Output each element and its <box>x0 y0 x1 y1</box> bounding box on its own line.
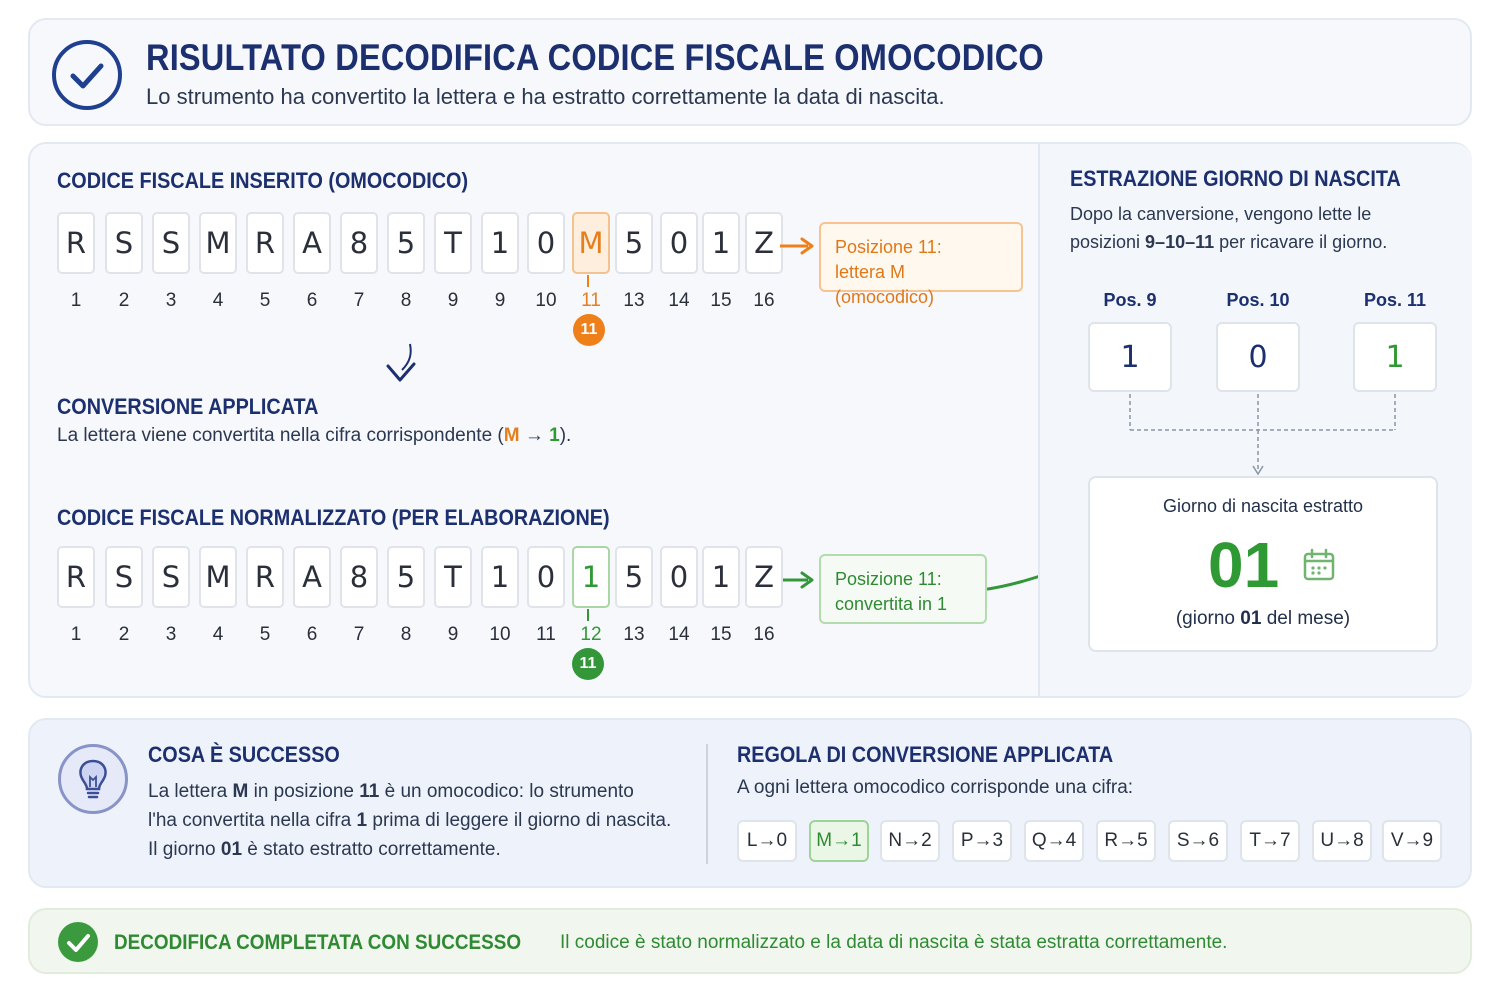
input-char-cell: 8 <box>340 212 378 274</box>
normalized-position-number: 16 <box>753 624 775 645</box>
input-position-number: 5 <box>259 290 271 311</box>
check-circle-icon <box>52 40 122 110</box>
normalized-code-title: CODICE FISCALE NORMALIZZATO (PER ELABORAZIONE) <box>57 505 610 530</box>
result-note-after: del mese) <box>1261 608 1351 629</box>
info-line1 <box>148 777 671 806</box>
result-label: Giorno di nascita estratto <box>1162 496 1364 516</box>
input-callout-line1: Posizione 11: <box>835 237 942 257</box>
input-char-cell: M <box>572 212 610 274</box>
normalized-char-cell: 1 <box>702 546 740 608</box>
input-position-number: 14 <box>668 290 690 311</box>
input-char-cell: M <box>199 212 237 274</box>
normalized-char-cell: 1 <box>572 546 610 608</box>
extraction-desc-after: per ricavare il giorno. <box>1214 232 1388 252</box>
rule-chip: Q→4 <box>1024 820 1084 862</box>
rule-chip: L→0 <box>737 820 797 862</box>
input-position-number: 8 <box>400 290 412 311</box>
info-line1-b: M <box>232 781 249 802</box>
input-position-number: 11 <box>581 290 601 311</box>
normalized-callout-line1: Posizione 11: <box>835 569 942 589</box>
rule-chip: V→9 <box>1382 820 1442 862</box>
normalized-position-number: 15 <box>710 624 732 645</box>
normalized-char-cell: 0 <box>527 546 565 608</box>
result-note <box>1090 608 1436 630</box>
normalized-callout <box>819 554 987 624</box>
normalized-position-number: 6 <box>306 624 318 645</box>
normalized-callout-line2: convertita in 1 <box>835 594 948 614</box>
normalized-position-number: 1 <box>70 624 82 645</box>
check-icon <box>58 922 98 962</box>
input-position-number: 15 <box>710 290 732 311</box>
normalized-char-cell: Z <box>745 546 783 608</box>
page-title: RISULTATO DECODIFICA CODICE FISCALE OMOCODICO <box>146 37 1044 78</box>
conversion-from: M <box>503 425 520 446</box>
input-char-cell: 1 <box>481 212 519 274</box>
normalized-position-number: 14 <box>668 624 690 645</box>
rule-chip: T→7 <box>1240 820 1300 862</box>
input-position-number: 2 <box>118 290 130 311</box>
lightbulb-icon <box>58 744 128 814</box>
pos10-label: Pos. 10 <box>1226 290 1290 310</box>
input-char-cell: 0 <box>527 212 565 274</box>
normalized-char-cell: 5 <box>387 546 425 608</box>
success-footer <box>28 908 1472 974</box>
conversion-text-before: La lettera viene convertita nella cifra corrispondente ( <box>57 425 504 446</box>
conversion-text <box>57 425 571 447</box>
main-panel <box>28 142 1472 698</box>
info-line1-a: La lettera <box>148 781 233 802</box>
result-value: 01 <box>1208 529 1280 601</box>
input-position-number: 13 <box>623 290 645 311</box>
input-code-title: CODICE FISCALE INSERITO (OMOCODICO) <box>57 168 469 193</box>
calendar-icon <box>1302 548 1336 582</box>
info-line2-b: 1 <box>356 810 368 831</box>
input-position-number: 16 <box>753 290 775 311</box>
input-char-cell: S <box>105 212 143 274</box>
position-badge-input: 11 <box>573 314 605 346</box>
rule-chip: U→8 <box>1312 820 1372 862</box>
conversion-to: 1 <box>549 425 560 446</box>
page-subtitle: Lo strumento ha convertito la lettera e ha estratto correttamente la data di nascita. <box>146 84 945 109</box>
normalized-char-cell: S <box>152 546 190 608</box>
normalized-char-cell: M <box>199 546 237 608</box>
rules-title: REGOLA DI CONVERSIONE APPLICATA <box>737 742 1114 767</box>
info-line3-c: è stato estratto correttamente. <box>242 839 501 860</box>
conversion-arrow: → <box>524 425 544 446</box>
normalized-position-number: 13 <box>623 624 645 645</box>
input-position-number: 3 <box>165 290 177 311</box>
info-line1-e: è un omocodico: lo strumento <box>379 781 634 802</box>
normalized-char-cell: 5 <box>615 546 653 608</box>
input-char-cell: 1 <box>702 212 740 274</box>
info-panel <box>28 718 1472 888</box>
normalized-position-number: 5 <box>259 624 271 645</box>
normalized-position-number: 2 <box>118 624 130 645</box>
info-line3-a: Il giorno <box>148 839 221 860</box>
input-position-number: 9 <box>447 290 459 311</box>
pos9-value: 1 <box>1088 322 1172 392</box>
extraction-desc-bold: 9–10–11 <box>1145 232 1215 252</box>
info-line2-a: l'ha convertita nella cifra <box>148 810 357 831</box>
rule-chip: M→1 <box>809 820 869 862</box>
normalized-position-number: 4 <box>212 624 224 645</box>
input-callout <box>819 222 1023 307</box>
position-badge-normalized: 11 <box>572 648 604 680</box>
conversion-title: CONVERSIONE APPLICATA <box>57 394 319 419</box>
input-char-cell: Z <box>745 212 783 274</box>
header-banner <box>28 18 1472 126</box>
input-char-cell: A <box>293 212 331 274</box>
extraction-desc-before: posizioni <box>1070 232 1146 252</box>
info-line2-c: prima di leggere il giorno di nascita. <box>367 810 672 831</box>
normalized-position-number: 7 <box>353 624 365 645</box>
result-note-before: (giorno <box>1175 608 1241 629</box>
rule-chip: P→3 <box>952 820 1012 862</box>
pos9-label: Pos. 9 <box>1103 290 1157 310</box>
rule-chip: N→2 <box>880 820 940 862</box>
normalized-code-positions <box>57 624 777 648</box>
normalized-code-cells <box>57 546 777 608</box>
input-char-cell: R <box>246 212 284 274</box>
input-position-number: 7 <box>353 290 365 311</box>
info-line1-d: 11 <box>359 781 380 802</box>
input-char-cell: 5 <box>615 212 653 274</box>
info-text <box>148 777 671 864</box>
pos11-label: Pos. 11 <box>1363 290 1427 310</box>
input-char-cell: T <box>434 212 472 274</box>
normalized-char-cell: R <box>57 546 95 608</box>
normalized-position-number: 3 <box>165 624 177 645</box>
pos11-value: 1 <box>1353 322 1437 392</box>
footer-title: DECODIFICA COMPLETATA CON SUCCESSO <box>114 931 522 954</box>
normalized-position-number: 10 <box>489 624 511 645</box>
pos10-value: 0 <box>1216 322 1300 392</box>
result-note-bold: 01 <box>1240 608 1262 629</box>
info-line2 <box>148 806 671 835</box>
normalized-char-cell: S <box>105 546 143 608</box>
input-position-number: 6 <box>306 290 318 311</box>
vertical-divider <box>706 744 708 864</box>
input-char-cell: 0 <box>660 212 698 274</box>
conversion-text-after: ). <box>559 425 572 446</box>
normalized-char-cell: 8 <box>340 546 378 608</box>
info-title: COSA È SUCCESSO <box>148 742 340 767</box>
normalized-position-number: 12 <box>580 624 602 645</box>
extraction-title: ESTRAZIONE GIORNO DI NASCITA <box>1070 166 1401 191</box>
input-char-cell: S <box>152 212 190 274</box>
input-char-cell: R <box>57 212 95 274</box>
result-box <box>1088 476 1438 652</box>
normalized-char-cell: R <box>246 546 284 608</box>
normalized-position-number: 8 <box>400 624 412 645</box>
info-line3-b: 01 <box>220 839 243 860</box>
rule-chip: R→5 <box>1096 820 1156 862</box>
input-position-number: 4 <box>212 290 224 311</box>
rules-subtitle: A ogni lettera omocodico corrisponde una cifra: <box>737 777 1134 798</box>
extraction-panel <box>1038 144 1472 696</box>
normalized-position-number: 9 <box>447 624 459 645</box>
input-callout-line2: lettera M (omocodico) <box>835 262 935 307</box>
info-line1-c: in posizione <box>248 781 360 802</box>
input-position-number: 1 <box>70 290 82 311</box>
normalized-char-cell: T <box>434 546 472 608</box>
info-line3 <box>148 835 671 864</box>
input-position-number: 9 <box>494 290 506 311</box>
normalized-char-cell: A <box>293 546 331 608</box>
footer-text: Il codice è stato normalizzato e la data di nascita è stata estratta correttamente. <box>560 932 1228 953</box>
input-char-cell: 5 <box>387 212 425 274</box>
normalized-char-cell: 1 <box>481 546 519 608</box>
normalized-char-cell: 0 <box>660 546 698 608</box>
input-position-number: 10 <box>535 290 557 311</box>
normalized-position-number: 11 <box>536 624 556 645</box>
extraction-desc-line1: Dopo la canversione, vengono lette le <box>1070 204 1372 224</box>
rule-chip: S→6 <box>1168 820 1228 862</box>
